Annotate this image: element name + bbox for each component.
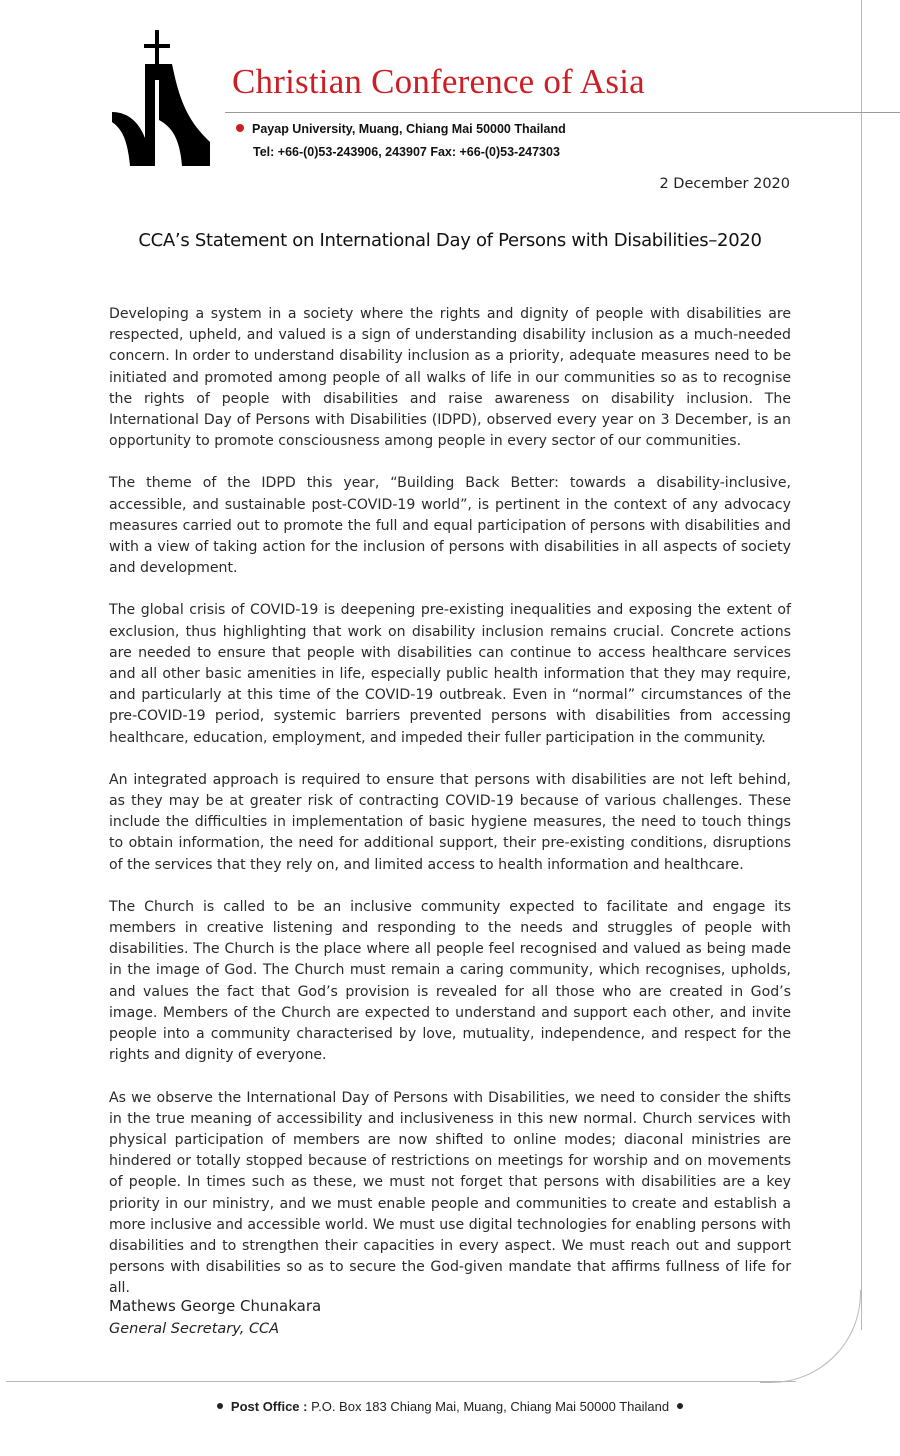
body-paragraph: Developing a system in a society where the rights and dignity of people with disabilities are respected, upheld, and valued is a sign of understanding disability inclusion as a much-needed concern. In order to understand disability inclusion as a priority, adequate measures need to be initiated and promoted among people of all walks of life in our communities so as to recognise the rights of people with disabilities and raise awareness on disability inclusion. The International Day of Persons with Disabilities (IDPD), observed every year on 3 December, is an opportunity to promote consciousness among people in every sector of our communities. <box>109 306 791 450</box>
letterhead-rule <box>225 112 900 113</box>
bullet-icon <box>677 1403 683 1409</box>
footer-address <box>0 1399 900 1414</box>
body-paragraph: The theme of the IDPD this year, “Building Back Better: towards a disability-inclusive, accessible, and sustainable post-COVID-19 world”, is pertinent in the context of any advocacy measures carried out to promote the full and equal participation of persons with disabilities and with a view of taking action for the inclusion of persons with disabilities in all aspects of society and development. <box>109 475 791 577</box>
letter-date: 2 December 2020 <box>659 176 790 192</box>
statement-title: CCA’s Statement on International Day of Persons with Disabilities–2020 <box>138 230 762 251</box>
page-border-bottom <box>6 1381 796 1382</box>
organization-name: Christian Conference of Asia <box>232 62 645 101</box>
bullet-icon <box>236 124 244 132</box>
signatory-name: Mathews George Chunakara <box>109 1297 322 1315</box>
address-text: Payap University, Muang, Chiang Mai 50000 Thailand <box>252 122 566 136</box>
body-paragraph: As we observe the International Day of Persons with Disabilities, we need to consider the shifts in the true meaning of accessibility and inclusiveness in this new normal. Church services with physical participation of members are now shifted to online modes; diaconal ministries are hindered or totally stopped because of restrictions on meetings for worship and on movements of people. In times such as these, we must not forget that persons with disabilities are a key priority in our ministry, and we must enable people and communities to create and establish a more inclusive and accessible world. We must use digital technologies for enabling persons with disabilities and to strengthen their capacities in every aspect. We must reach out and support persons with disabilities so as to secure the God-given mandate that affirms fullness of life for all. <box>109 1089 791 1297</box>
bullet-icon <box>217 1403 223 1409</box>
body-paragraph: An integrated approach is required to ensure that persons with disabilities are not left behind, as they may be at greater risk of contracting COVID-19 because of various challenges. These include the difficulties in implementation of basic hygiene measures, the need to touch things to obtain information, the need for additional support, their pre-existing conditions, disruptions of the services that they rely on, and limited access to health information and healthcare. <box>109 771 791 873</box>
statement-body <box>109 304 791 1321</box>
body-paragraph: The global crisis of COVID-19 is deepening pre-existing inequalities and exposing the extent of exclusion, thus highlighting that work on disability inclusion remains crucial. Concrete actions are needed to ensure that people with disabilities can continue to access healthcare services and all other basic amenities in life, especially public health information that they may require, and particularly at this time of the COVID-19 outbreak. Even in “normal” circumstances of the pre-COVID-19 period, systemic barriers prevented persons with disabilities from accessing healthcare, education, employment, and impeded their fuller participation in the community. <box>109 602 791 746</box>
footer-label: Post Office : <box>230 1399 308 1414</box>
footer-address-text: P.O. Box 183 Chiang Mai, Muang, Chiang Mai 50000 Thailand <box>311 1399 670 1414</box>
cca-cross-logo-icon <box>112 30 210 170</box>
body-paragraph: The Church is called to be an inclusive community expected to facilitate and engage its members in creative listening and responding to the needs and struggles of people with disabilities. The Church is the place where all people feel recognised and valued as being made in the image of God. The Church must remain a caring community, which recognises, upholds, and values the fact that God’s provision is revealed for all those who are created in God’s image. Members of the Church are expected to understand and support each other, and invite people into a community characterised by love, mutuality, independence, and respect for the rights and dignity of everyone. <box>109 898 791 1064</box>
letterhead-address <box>236 122 566 136</box>
signatory-position: General Secretary, CCA <box>109 1321 280 1337</box>
page-border-right <box>861 0 862 1330</box>
letterhead-contact: Tel: +66-(0)53-243906, 243907 Fax: +66-(0)53-247303 <box>253 145 560 159</box>
